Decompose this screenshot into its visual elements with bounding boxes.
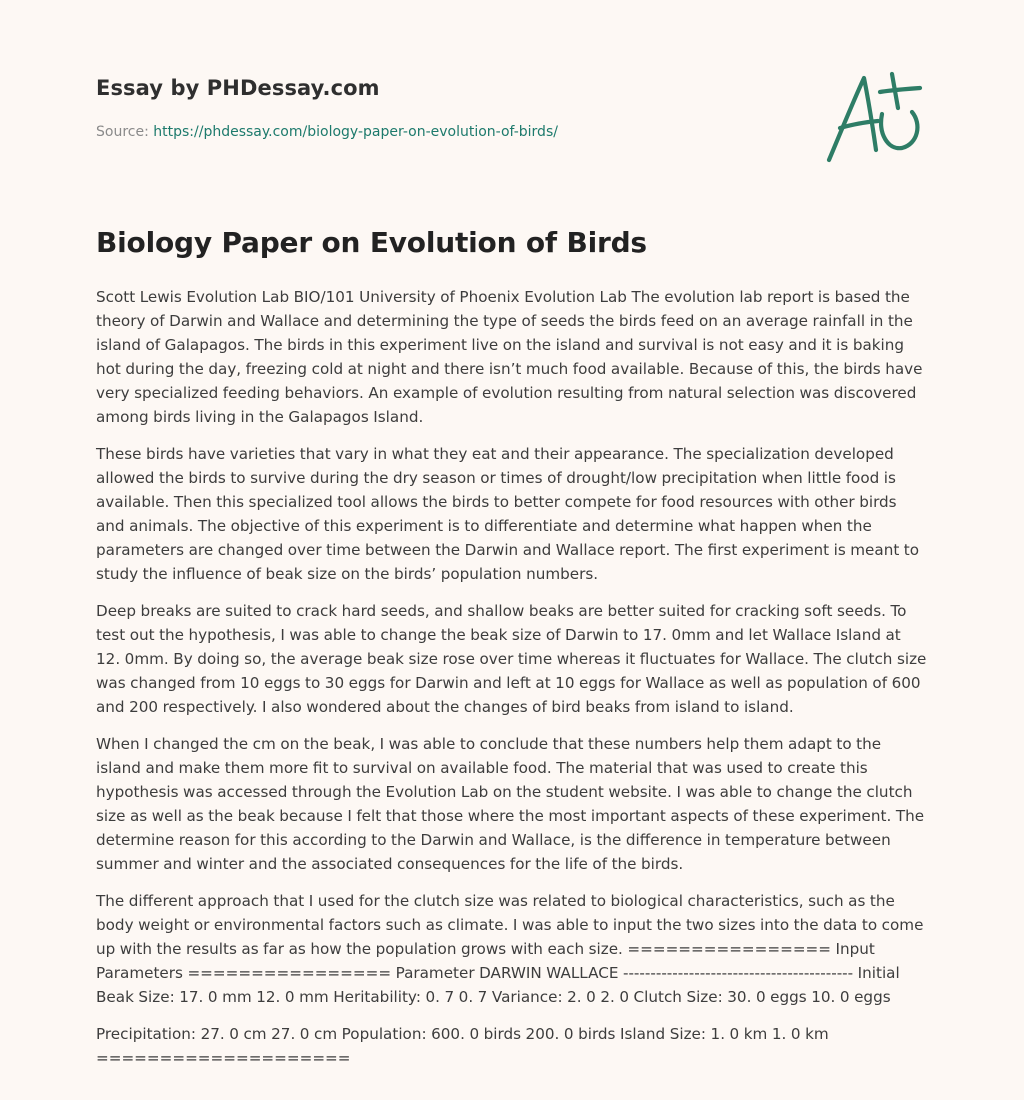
site-brand: Essay by PHDessay.com xyxy=(96,76,380,100)
source-link[interactable]: https://phdessay.com/biology-paper-on-evolution-of-birds/ xyxy=(153,124,558,140)
paragraph-4: When I changed the cm on the beak, I was able to conclude that these numbers help them adapt to the island and make them more fit to survival on available food. The material that was used to create this hypothesis was accessed through the Evolution Lab on the student website. I was able to change the clutch size as well as the beak because I felt that those where the most important aspects of these experiment. The determine reason for this according to the Darwin and Wallace, is the difference in temperature between summer and winter and the associated consequences for the life of the birds. xyxy=(96,735,925,873)
plus-horizontal xyxy=(880,88,920,92)
paragraph-2: These birds have varieties that vary in what they eat and their appearance. The specialization developed allowed the birds to survive during the dry season or times of drought/low precipitation when little food is available. Then this specialized tool allows the birds to better compete for food resources with other birds and animals. The objective of this experiment is to differentiate and determine what happen when the parameters are changed over time between the Darwin and Wallace report. The first experiment is meant to study the influence of beak size on the birds’ population numbers. xyxy=(96,445,920,583)
source-line xyxy=(96,124,558,140)
paragraph-6: Precipitation: 27. 0 cm 27. 0 cm Population: 600. 0 birds 200. 0 birds Island Size: 1. 0 km 1. 0 km ==================== xyxy=(96,1025,829,1067)
page-title: Biology Paper on Evolution of Birds xyxy=(96,226,647,259)
source-label: Source: xyxy=(96,124,149,140)
paragraph-3: Deep breaks are suited to crack hard seeds, and shallow beaks are better suited for cracking soft seeds. To test out the hypothesis, I was able to change the beak size of Darwin to 17. 0mm and let Wallace Island at 12. 0mm. By doing so, the average beak size rose over time whereas it fluctuates for Wallace. The clutch size was changed from 10 eggs to 30 eggs for Darwin and left at 10 eggs for Wallace as well as population of 600 and 200 respectively. I also wondered about the changes of bird beaks from island to island. xyxy=(96,602,927,716)
paragraph-1: Scott Lewis Evolution Lab BIO/101 University of Phoenix Evolution Lab The evolution lab report is based the theory of Darwin and Wallace and determining the type of seeds the birds feed on an average rainfall in the island of Galapagos. The birds in this experiment live on the island and survival is not easy and it is baking hot during the day, freezing cold at night and there isn’t much food available. Because of this, the birds have very specialized feeding behaviors. An example of evolution resulting from natural selection was discovered among birds living in the Galapagos Island. xyxy=(96,288,923,426)
swirl-stroke xyxy=(881,112,917,148)
paragraph-5: The different approach that I used for the clutch size was related to biological characteristics, such as the body weight or environmental factors such as climate. I was able to input the two sizes into the data to come up with the results as far as how the population grows with each size. ================ Input Parameters ================ Parameter DARWIN WALLACE ------------------------------------------ Initial Beak Size: 17. 0 mm 12. 0 mm Heritability: 0. 7 0. 7 Variance: 2. 0 2. 0 Clutch Size: 30. 0 eggs 10. 0 eggs xyxy=(96,892,924,1006)
a-plus-logo-icon xyxy=(822,64,932,168)
letter-a-stroke xyxy=(829,78,876,160)
article-body xyxy=(96,285,928,1083)
